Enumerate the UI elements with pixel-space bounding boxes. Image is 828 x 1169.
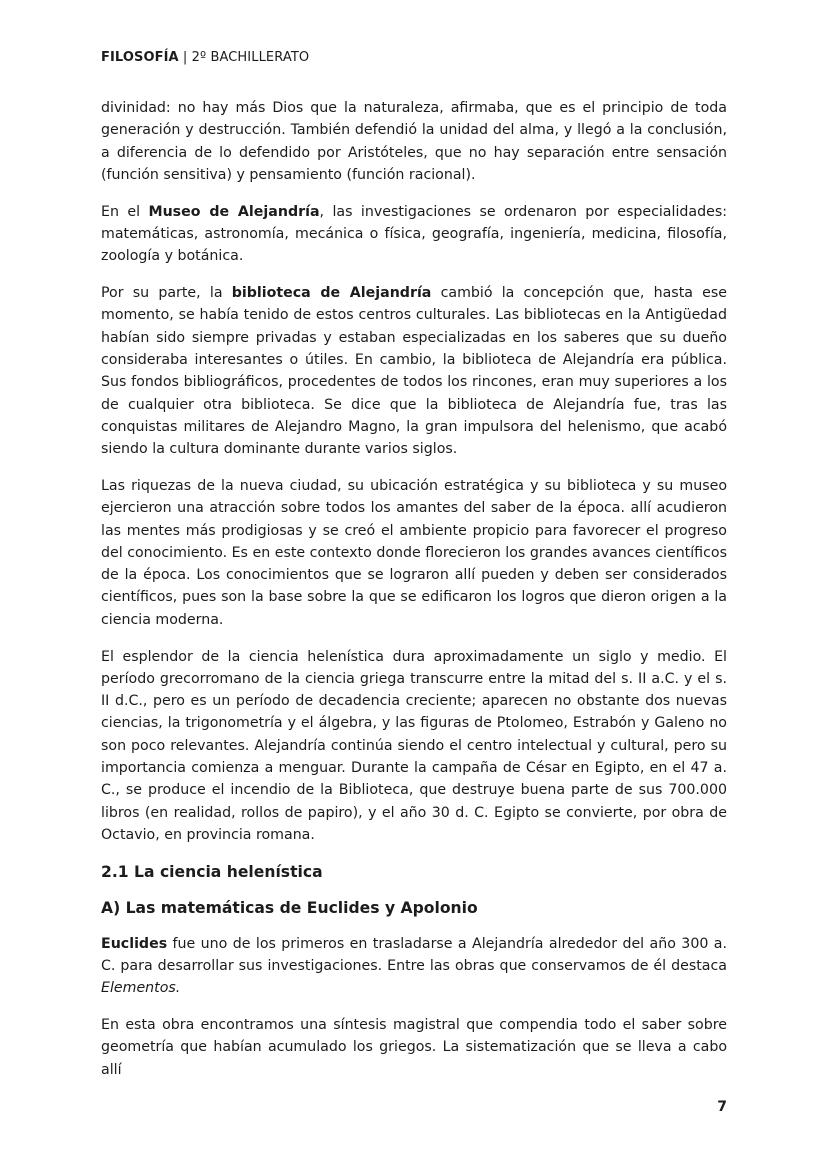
- header-subject: FILOSOFÍA: [101, 50, 179, 65]
- text-run: , las investigaciones se ordenaron por especialidades: matemáticas, astronomía, mecánica o física, geografía, ingeniería, medicina, filosofía, zoología y botánica.: [101, 203, 727, 265]
- text-run: Por su parte, la: [101, 285, 232, 302]
- bold-term-euclides: Euclides: [101, 935, 168, 952]
- paragraph-5: El esplendor de la ciencia helenística dura aproximadamente un siglo y medio. El período grecorromano de la ciencia griega transcurre entre la mitad del s. II a.C. y el s. II d.C., pero es un período de decadencia creciente; aparecen no obstante dos nuevas ciencias, la trigonometría y el álgebra, y las figuras de Ptolomeo, Estrabón y Galeno no son poco relevantes. Alejandría continúa siendo el centro intelectual y cultural, pero su importancia comienza a menguar. Durante la campaña de César en Egipto, en el 47 a. C., se produce el incendio de la Biblioteca, que destruye buena parte de sus 700.000 libros (en realidad, rollos de papiro), y el año 30 d. C. Egipto se convierte, por obra de Octavio, en provincia romana.: [101, 648, 727, 843]
- text-run: fue uno de los primeros en trasladarse a Alejandría alrededor del año 300 a. C. para desarrollar sus investigaciones. Entre las obras que conservamos de él destaca: [101, 935, 727, 974]
- header-course: 2º BACHILLERATO: [191, 50, 310, 65]
- subsection-heading: A) Las matemáticas de Euclides y Apolonio: [101, 898, 478, 917]
- header-separator: |: [178, 50, 192, 65]
- paragraph-museo: [101, 201, 727, 268]
- paragraph-7: En esta obra encontramos una síntesis magistral que compendia todo el saber sobre geometría que habían acumulado los griegos. La sistematización que se lleva a cabo allí: [101, 1017, 727, 1078]
- bold-term-biblioteca: biblioteca de Alejandría: [231, 285, 432, 302]
- paragraph-4: Las riquezas de la nueva ciudad, su ubicación estratégica y su biblioteca y su museo ejercieron una atracción sobre todos los amantes del saber de la época. allí acudieron las mentes más prodigiosas y se creó el ambiente propicio para favorecer el progreso del conocimiento. Es en este contexto donde florecieron los grandes avances científicos de la época. Los conocimientos que se lograron allí pueden y deben ser considerados científicos, pues son la base sobre la que se edificaron los logros que dieron origen a la ciencia moderna.: [101, 477, 727, 628]
- paragraph-1: divinidad: no hay más Dios que la naturaleza, afirmaba, que es el principio de toda generación y destrucción. También defendió la unidad del alma, y llegó a la conclusión, a diferencia de lo defendido por Aristóteles, que no hay separación entre sensación (función sensitiva) y pensamiento (función racional).: [101, 100, 727, 183]
- bold-term-museo: Museo de Alejandría: [148, 203, 320, 220]
- page-number: 7: [717, 1099, 727, 1115]
- paragraph-biblioteca: [101, 282, 727, 460]
- section-heading: 2.1 La ciencia helenística: [101, 862, 323, 881]
- text-run: cambió la concepción que, hasta ese momento, se había tenido de estos centros culturales. Las bibliotecas en la Antigüedad habían sido siempre privadas y estaban especializadas en los saberes que su dueño consideraba interesantes o útiles. En cambio, la biblioteca de Alejandría era pública. Sus fondos bibliográficos, procedentes de todos los rincones, eran muy superiores a los de cualquier otra biblioteca. Se dice que la biblioteca de Alejandría fue, tras las conquistas militares de Alejandro Magno, la gran impulsora del helenismo, que acabó siendo la cultura dominante durante varios siglos.: [101, 285, 727, 458]
- text-run: En el: [101, 203, 149, 220]
- italic-title-elementos: Elementos.: [101, 980, 181, 997]
- page-body: [101, 97, 727, 1095]
- running-header: [101, 50, 309, 65]
- paragraph-euclides: [101, 933, 727, 1000]
